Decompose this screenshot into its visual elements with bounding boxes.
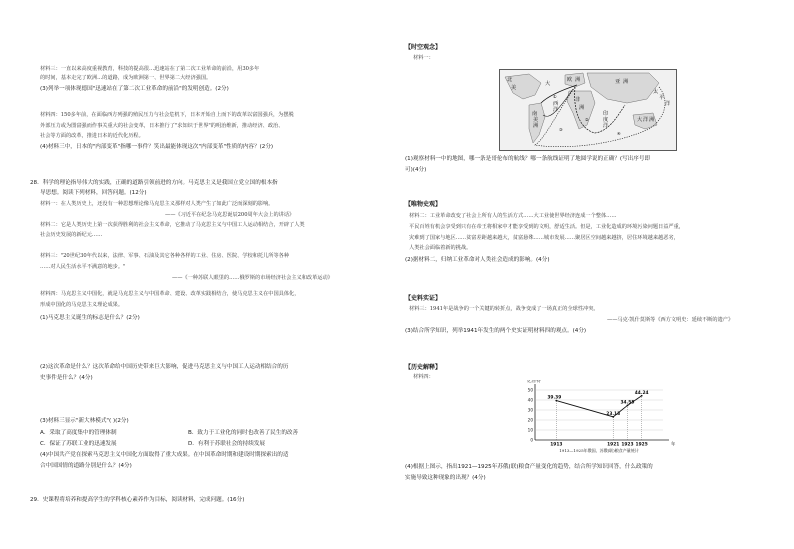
map-label: 洋: [643, 117, 649, 123]
route-1-marker: ①: [553, 94, 557, 99]
map-label: 太: [653, 89, 659, 95]
y-unit-label: 亿普特: [527, 380, 541, 384]
question-28-line-2: 导思想。阅读下列材料，回答问题。(12分): [40, 190, 147, 196]
question-28-2-line-2: 史事件是什么？(4分): [40, 375, 93, 381]
option-b: B．致力于工业化的同时也改善了民生的改善: [188, 430, 299, 436]
section-interpretation: 【历史解释】: [405, 364, 442, 371]
question-r4-line-1: (4)根据上图示，指出1921—1925年苏俄(联)粮食产量变化的趋势，结合所学知识回答，什么政策的: [405, 464, 653, 470]
option-a: A．采取了高度集中的管理体制: [40, 430, 117, 436]
map-label: 洲: [623, 79, 629, 85]
section-evidence: 【史料实证】: [405, 295, 442, 302]
map-label: 度: [603, 117, 609, 123]
data-label: 44.24: [634, 390, 649, 396]
map-label: 北: [507, 77, 513, 83]
section-space-time: 【时空观念】: [405, 44, 442, 51]
question-r1-line-2: 可)(4分): [405, 167, 427, 173]
y-tick-label: 40: [527, 397, 533, 403]
question-28-3: (3)材料三显示"新大林模式"( )(2分): [40, 418, 129, 424]
material-2-line-2: 平民百姓有机会享受到只有在帝王将相家中才能享受到的文明，舒适生活。但是，工业化造成的环境污染问题日益严重，: [409, 224, 684, 230]
section-materialism: 【唯物史观】: [405, 201, 442, 208]
question-28-line-1: 28．科学的理论指导伟大的实践，正确的道路引领前进的方向。马克思主义是我国立党立国的根本指: [30, 180, 278, 186]
map-label: 美: [511, 85, 517, 91]
world-map-illustration: [499, 69, 677, 151]
question-28-1: (1)马克思主义诞生的标志是什么？(2分): [40, 315, 140, 321]
m4b-line-2: 形成中国化的马克思主义理论成果。: [40, 302, 124, 308]
y-tick-label: 30: [527, 407, 533, 413]
x-tick-label: 1923: [621, 442, 634, 448]
material-3-line: 材料三：1941年是战争的一个关键的转折点，战争变成了一场真正的全球性冲突。: [409, 306, 599, 312]
map-label: 洋: [665, 101, 671, 107]
m2-line-1: 材料二：它是人类历史上第一次获得胜利的社会主义革命，它推动了马克思主义与中国工人运动相结合，开辟了人类: [40, 222, 305, 228]
y-tick-label: 50: [527, 387, 533, 393]
m1-line: 材料一：在人类历史上，还没有一种思想理论像马克思主义那样对人类产生了如此广泛而深刻的影响。: [40, 201, 274, 207]
m4b-line-1: 材料四：马克思主义中国化，就是马克思主义与中国革命、建设、改革实践相结合，使马克思主义在中国具体化，: [40, 291, 300, 297]
map-label: 美: [533, 117, 539, 123]
material-4-line-2: 外部压力或为图富强而作事关重大的社会变革，日本推行了"求知识于世界"的明治维新，推动经济、政治、: [40, 123, 284, 129]
option-c: C．保证了苏联工业的迅速发展: [40, 441, 117, 447]
material-1-label: 材料一：: [413, 55, 434, 61]
route-3-marker: ③: [559, 127, 563, 132]
data-label: 34.55: [620, 400, 635, 406]
series-line: [556, 396, 641, 417]
material-2-line-3: 灾难到了国家与地区……贫富差距越来越大，贫富悬殊……城市发展……聚居区空间越来越挤，居住环境越来越恶劣，: [409, 235, 679, 241]
map-label: 非: [575, 97, 581, 103]
question-29: 29．史课程将培养和提高学生的学科核心素养作为目标，阅读材料，完成问题。(16分): [30, 497, 245, 503]
question-r4-line-2: 实施导致这种现象的出现？(4分): [405, 475, 486, 481]
material-4-label: 材料四：: [413, 374, 434, 380]
question-r3: (3)结合所学知识，列举1941年发生的两个史实证明材料四的观点。(4分): [405, 328, 587, 334]
map-label: 洋: [553, 107, 559, 113]
map-label: 印: [603, 111, 609, 117]
material-3-line-1: 材料三：一直以来高度重视教育，科技的提高很…迅速站在了第二次工业革命的前沿，用30多年: [40, 66, 260, 72]
x-tick-label: 1913: [550, 442, 563, 448]
m3b-line-2: ……对人民生活水平不满意的地步。": [40, 264, 126, 270]
material-3-source: ——马克·凯什莫斯等《西方文明史：延续不断的遗产》: [607, 317, 734, 323]
m3b-line-1: 材料三："20世纪30年代以来，法律、军事、石油及其它各种各样的工业、住房、医院、学校和托儿所等各种: [40, 253, 290, 259]
option-d: D．有利于苏联社会的持续发展: [188, 441, 266, 447]
question-r1-line-1: (1)观察材料一中的地图，哪一条是哥伦布的航线？哪一条航线证明了地圆学说的正确？(写出序号即: [405, 156, 651, 162]
grain-output-chart: [515, 380, 705, 455]
material-2-line-1: 材料二：工业革命改变了社会上所有人的生活方式……大工业使世界经济连成一个整体……: [409, 213, 617, 219]
right-column: [397, 0, 794, 549]
map-label: 大: [545, 81, 551, 87]
material-4-line-3: 社会等方面的改革，推进日本的近代化历程。: [40, 133, 144, 139]
map-label: 洲: [649, 117, 655, 123]
question-28-4-line-1: (4)中国共产党在探索马克思主义中国化方面取得了重大成果。在中国革命时期和建设时期探索出的适: [40, 452, 289, 458]
x-axis-suffix: 年: [671, 442, 676, 448]
material-4-line-1: 材料四：150多年前，在面临西方列强的殖民压力与社会危机下，日本开始自上而下的改革以富国强兵，为摆脱: [40, 112, 294, 118]
chart-caption: 1913—1925年俄国、苏俄(联)粮食产量统计: [559, 448, 639, 453]
question-28-4-line-2: 合中国国情的道路分别是什么？(4分): [40, 463, 132, 469]
map-label: 平: [659, 95, 665, 101]
route-2-marker: ②: [585, 117, 589, 122]
map-label: 洲: [575, 77, 581, 83]
y-tick-label: 10: [527, 427, 533, 433]
data-label: 39.39: [547, 395, 562, 401]
material-3-line-2: 的时间，基本走完了欧洲…的道路，成为欧洲第一、世界第二大经济强国。: [40, 75, 212, 81]
map-label: 洲: [533, 123, 539, 129]
map-label: 洲: [579, 105, 585, 111]
material-2-line-4: 人类社会面临着新的挑战。: [409, 245, 472, 251]
map-label: 洋: [603, 123, 609, 129]
question-3: (3)列举一项体现德国"迅速站在了第二次工业革命的前沿"的发明创造。(2分): [40, 86, 229, 92]
x-tick-label: 1925: [635, 442, 648, 448]
route-4-marker: ④: [617, 131, 621, 136]
map-label: 欧: [567, 77, 573, 83]
data-label: 23.13: [606, 411, 621, 417]
map-label: 亚: [615, 79, 621, 85]
map-label: 南: [532, 111, 538, 117]
m3b-source: ——《一种苏联人眼里的……俄罗斯的市场经济社会主义和改革运动》: [172, 275, 333, 281]
question-4: (4)材料三中，日本的"内部变革"指哪一事件？笑出最能体现这次"内部变革"性质的内容？(2分): [40, 144, 274, 150]
question-28-2-line-1: (2)这次革命是什么？这次革命给中国历史带来巨大影响，促进马克思主义与中国工人运动相结合的历: [40, 364, 289, 370]
m2-line-2: 社会历史发展的新纪元……: [40, 232, 103, 238]
y-tick-label: 20: [527, 417, 533, 423]
m1-source: ——《习近平在纪念马克思诞辰200周年大会上的讲话》: [165, 212, 295, 218]
x-tick-label: 1921: [607, 442, 620, 448]
map-label: 大: [637, 117, 643, 123]
question-r2: (2)据材料二，归纳工业革命对人类社会造成的影响。(4分): [405, 257, 550, 263]
y-tick-label: 0: [530, 437, 533, 443]
map-label: 西: [553, 101, 559, 107]
